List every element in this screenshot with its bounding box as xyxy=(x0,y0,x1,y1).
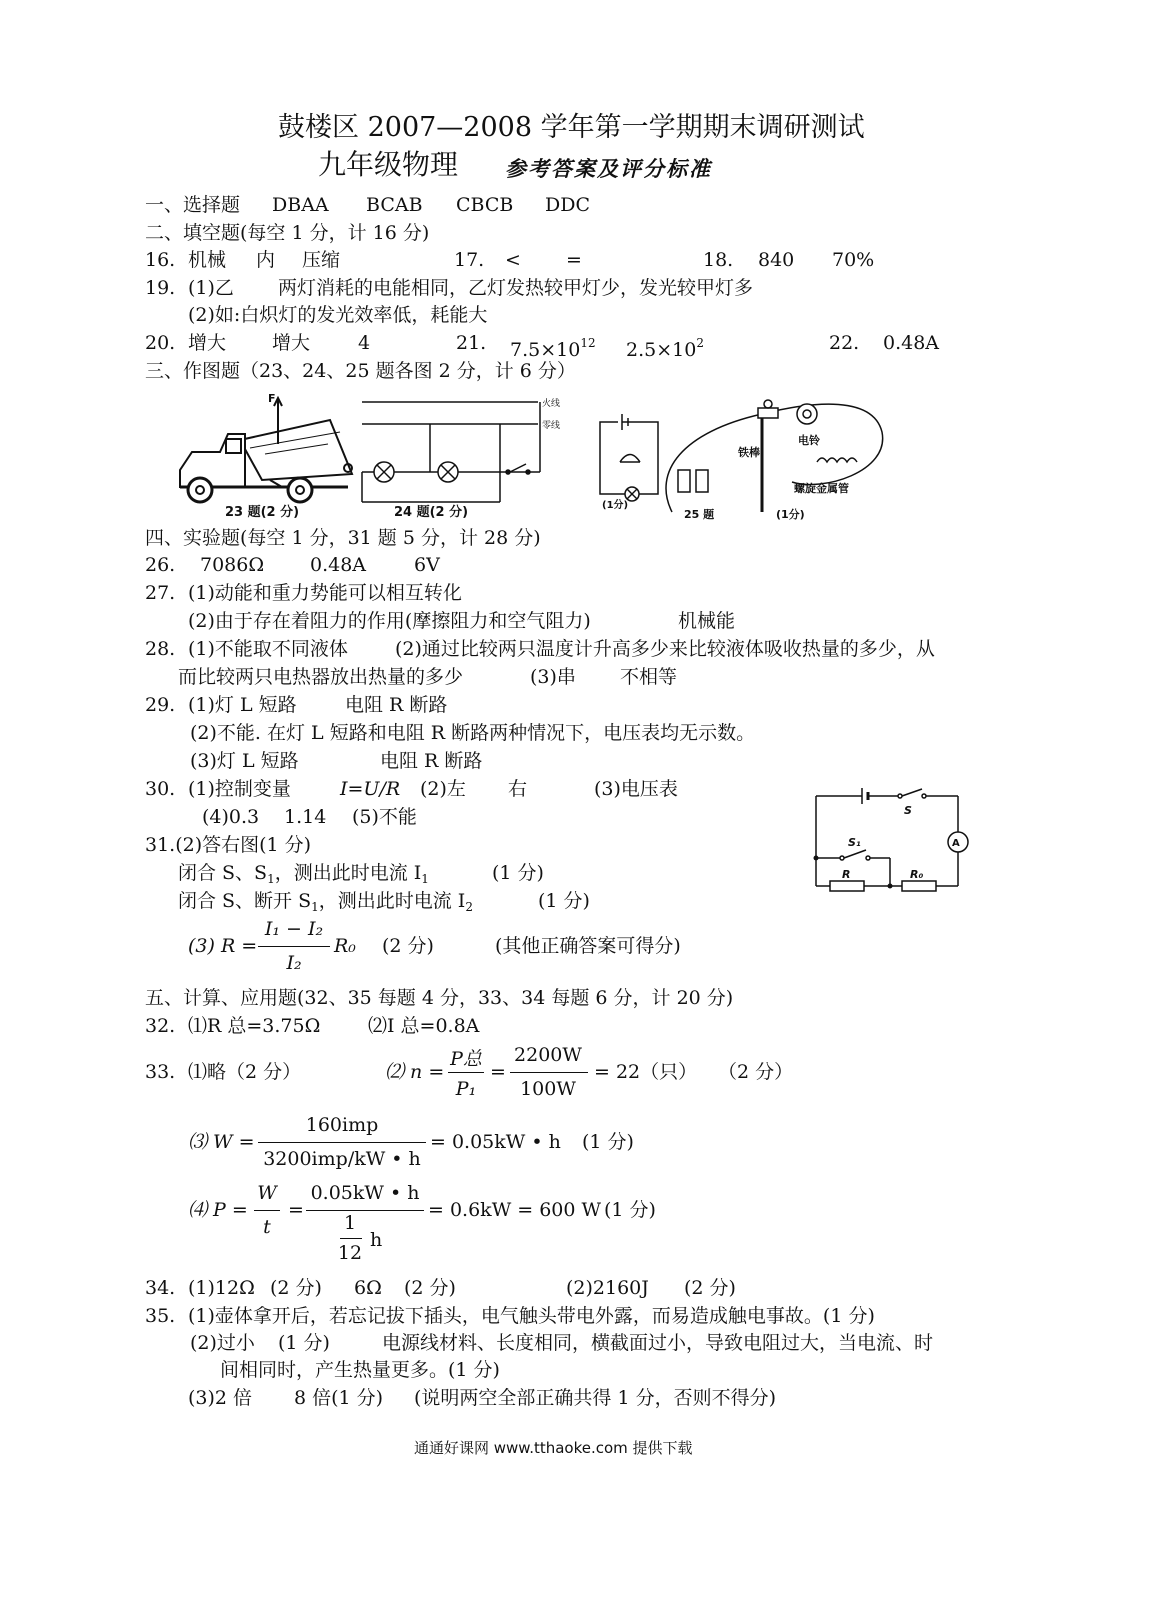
q34-points: (2 分) xyxy=(684,1277,736,1299)
section-3-header: 三、作图题（23、24、25 题各图 2 分，计 6 分） xyxy=(145,360,576,382)
q33-part4-den-num: 1 xyxy=(343,1212,357,1234)
iron-rod-label: 铁棒 xyxy=(738,446,760,459)
caption-24: 24 题(2 分) xyxy=(394,505,469,520)
q31-formula-numerator: I₁ − I₂ xyxy=(264,918,324,940)
q30-answer: (5)不能 xyxy=(352,806,417,828)
q34-number: 34. xyxy=(145,1277,176,1299)
footer-credit: 通通好课网 www.tthaoke.com 提供下载 xyxy=(414,1439,693,1457)
q17-answer: < xyxy=(505,249,521,271)
q33-part4-result: = 0.6kW = 600 W xyxy=(428,1199,602,1221)
ammeter-label: A xyxy=(952,838,960,849)
q35-answer: 电源线材料、长度相同，横截面过小，导致电阻过大，当电流、时 xyxy=(382,1332,934,1354)
q20-number: 20. xyxy=(145,332,176,354)
q33-part2-num: P总 xyxy=(450,1048,482,1070)
q28-number: 28. xyxy=(145,638,176,660)
equals-sign: = xyxy=(490,1061,506,1083)
q33-part3-lhs: ⑶ W = xyxy=(188,1131,255,1153)
q29-number: 29. xyxy=(145,694,176,716)
q33-part4-den: t xyxy=(263,1216,271,1238)
fraction-bar xyxy=(254,1210,280,1211)
q16-answer: 压缩 xyxy=(302,249,341,271)
subtitle: 参考答案及评分标准 xyxy=(505,156,712,181)
q33-part3-result: = 0.05kW • h xyxy=(430,1131,561,1153)
q27-number: 27. xyxy=(145,582,176,604)
q33-part3-den: 3200imp/kW • h xyxy=(263,1148,421,1170)
q30-answer: (3)电压表 xyxy=(594,778,678,800)
q26-answer: 7086Ω xyxy=(200,554,265,576)
q33-part2-result: = 22（只） xyxy=(594,1061,698,1083)
q27-answer: (1)动能和重力势能可以相互转化 xyxy=(188,582,462,604)
q34-points: (2 分) xyxy=(270,1277,322,1299)
fraction-bar xyxy=(258,1142,426,1143)
q28-answer: (1)不能取不同液体 xyxy=(188,638,348,660)
figure-23-truck xyxy=(170,392,360,522)
q31-step: 闭合 S、断开 $S_1$，测出此时电流 $I_2$ xyxy=(178,890,473,914)
q33-part4-unit: h xyxy=(370,1229,383,1251)
q31-formula-points: (2 分) xyxy=(382,935,434,957)
q19-answer: (1)乙 xyxy=(188,277,234,299)
circuit-label-S: S xyxy=(904,804,912,817)
q20-answer: 增大 xyxy=(272,332,311,354)
q30-number: 30. xyxy=(145,778,176,800)
q31-formula-note: (其他正确答案可得分) xyxy=(495,935,681,957)
q31-circuit-diagram xyxy=(810,788,980,898)
q34-answer: (1)12Ω xyxy=(188,1277,255,1299)
q18-answer: 70% xyxy=(832,249,875,271)
section-5-header: 五、计算、应用题(32、35 每题 4 分，33、34 每题 6 分，计 20 分) xyxy=(145,987,734,1009)
q33-part1: ⑴略（2 分） xyxy=(188,1061,302,1083)
caption-1pt-b: (1分) xyxy=(776,508,805,521)
force-label: F xyxy=(268,392,276,405)
q16-answer: 机械 xyxy=(188,249,227,271)
caption-25: 25 题 xyxy=(684,508,715,521)
q34-answer: 6Ω xyxy=(354,1277,382,1299)
q33-part2-points: （2 分） xyxy=(718,1061,794,1083)
q31-points: (1 分) xyxy=(538,890,590,912)
q29-answer: (2)不能. 在灯 L 短路和电阻 R 断路两种情况下，电压表均无示数。 xyxy=(190,722,756,744)
q29-answer: (1)灯 L 短路 xyxy=(188,694,297,716)
section-2-header: 二、填空题(每空 1 分，计 16 分) xyxy=(145,222,430,244)
q33-number: 33. xyxy=(145,1061,176,1083)
equals-sign: = xyxy=(288,1199,304,1221)
caption-23: 23 题(2 分) xyxy=(225,505,300,520)
q35-points: (1 分) xyxy=(278,1332,330,1354)
q34-points: (2 分) xyxy=(404,1277,456,1299)
q30-answer: 1.14 xyxy=(284,806,327,828)
q26-number: 26. xyxy=(145,554,176,576)
q35-answer: 8 倍(1 分) xyxy=(294,1387,384,1409)
q16-number: 16. xyxy=(145,249,176,271)
q18-answer: 840 xyxy=(758,249,795,271)
q33-part4-num: W xyxy=(257,1182,277,1204)
q35-answer: (3)2 倍 xyxy=(188,1387,253,1409)
q20-answer: 4 xyxy=(358,332,371,354)
page-title: 鼓楼区 2007—2008 学年第一学期期末调研测试 xyxy=(278,112,865,143)
q29-answer: 电阻 R 断路 xyxy=(380,750,483,772)
q26-answer: 6V xyxy=(414,554,440,576)
q16-answer: 内 xyxy=(256,249,276,271)
figure-25-circuit xyxy=(592,392,892,522)
q31-formula-denominator: I₂ xyxy=(286,952,302,974)
q17-answer: = xyxy=(566,249,582,271)
q35-answer: 间相同时，产生热量更多。(1 分) xyxy=(220,1359,500,1381)
fire-wire-label: 火线 xyxy=(542,399,561,409)
answer-group: CBCB xyxy=(456,194,514,216)
section-1-label: 一、选择题 xyxy=(145,194,241,216)
q17-number: 17. xyxy=(454,249,485,271)
q20-answer: 增大 xyxy=(188,332,227,354)
section-4-header: 四、实验题(每空 1 分，31 题 5 分，计 28 分) xyxy=(145,527,541,549)
q28-answer: (2)通过比较两只温度计升高多少来比较液体吸收热量的多少，从 xyxy=(395,638,935,660)
q30-answer: I=U/R xyxy=(340,778,401,800)
q34-answer: (2)2160J xyxy=(566,1277,649,1299)
q31-header: 31.(2)答右图(1 分) xyxy=(145,834,312,856)
q35-answer: (2)过小 xyxy=(190,1332,255,1354)
q33-part3-points: (1 分) xyxy=(582,1131,634,1153)
q21-answer: $7.5\times 10^{12}$ xyxy=(510,336,596,361)
q28-answer: 而比较两只电热器放出热量的多少 xyxy=(178,666,464,688)
q32-answer: ⑴R 总=3.75Ω xyxy=(188,1015,321,1037)
q22-answer: 0.48A xyxy=(883,332,940,354)
q29-answer: (3)灯 L 短路 xyxy=(190,750,299,772)
answer-group: BCAB xyxy=(366,194,423,216)
tube-label: 螺旋金属管 xyxy=(794,482,849,495)
q33-part4-den-den: 12 xyxy=(337,1242,363,1264)
q28-answer: 不相等 xyxy=(620,666,678,688)
q33-part4-points: (1 分) xyxy=(604,1199,656,1221)
q33-part2-num: 2200W xyxy=(514,1044,582,1066)
q33-part4-lhs: ⑷ P = xyxy=(188,1199,248,1221)
q32-answer: ⑵I 总=0.8A xyxy=(368,1015,480,1037)
q33-part2-den: P₁ xyxy=(455,1078,477,1100)
q26-answer: 0.48A xyxy=(310,554,367,576)
q31-step: 闭合 S、$S_1$，测出此时电流 $I_1$ xyxy=(178,862,429,886)
q35-answer: (1)壶体拿开后，若忘记拔下插头，电气触头带电外露，而易造成触电事故。(1 分) xyxy=(188,1305,875,1327)
fraction-bar xyxy=(340,1238,362,1239)
neutral-wire-label: 零线 xyxy=(542,421,561,431)
q29-answer: 电阻 R 断路 xyxy=(345,694,448,716)
circuit-label-R0: R₀ xyxy=(910,868,924,881)
q35-number: 35. xyxy=(145,1305,176,1327)
q33-part2-lhs: ⑵ n = xyxy=(385,1061,445,1083)
q30-answer: (4)0.3 xyxy=(202,806,260,828)
q31-points: (1 分) xyxy=(492,862,544,884)
q19-answer: (2)如:白炽灯的发光效率低，耗能大 xyxy=(188,304,488,326)
q33-part4-num: 0.05kW • h xyxy=(310,1182,420,1204)
answer-group: DDC xyxy=(545,194,591,216)
q18-number: 18. xyxy=(703,249,734,271)
fraction-bar xyxy=(510,1072,588,1073)
q21-answer: $2.5\times 10^2$ xyxy=(626,336,704,361)
caption-1pt-a: (1分) xyxy=(602,500,629,511)
q21-number: 21. xyxy=(456,332,487,354)
q28-answer: (3)串 xyxy=(530,666,576,688)
q27-answer: (2)由于存在着阻力的作用(摩擦阻力和空气阻力) xyxy=(188,610,591,632)
fraction-bar xyxy=(448,1072,484,1073)
bell-label: 电铃 xyxy=(798,434,820,447)
q33-part3-num: 160imp xyxy=(305,1114,379,1136)
q19-number: 19. xyxy=(145,277,176,299)
circuit-label-R: R xyxy=(842,868,851,881)
fraction-bar xyxy=(306,1210,424,1211)
q35-note: (说明两空全部正确共得 1 分，否则不得分) xyxy=(414,1387,776,1409)
answer-group: DBAA xyxy=(272,194,329,216)
figure-24-wiring xyxy=(360,392,580,522)
q30-answer: (1)控制变量 xyxy=(188,778,291,800)
fraction-bar xyxy=(258,946,330,947)
circuit-label-S1: S₁ xyxy=(848,836,861,849)
q31-formula-r0: R₀ xyxy=(334,935,356,957)
q30-answer: (2)左 xyxy=(420,778,466,800)
subject-title: 九年级物理 xyxy=(318,148,459,181)
q19-answer: 两灯消耗的电能相同，乙灯发热较甲灯少，发光较甲灯多 xyxy=(278,277,754,299)
q22-number: 22. xyxy=(829,332,860,354)
q31-formula-lhs: (3) R = xyxy=(188,935,258,957)
q33-part2-den: 100W xyxy=(520,1078,576,1100)
q27-answer: 机械能 xyxy=(678,610,736,632)
q30-answer: 右 xyxy=(508,778,528,800)
q32-number: 32. xyxy=(145,1015,176,1037)
